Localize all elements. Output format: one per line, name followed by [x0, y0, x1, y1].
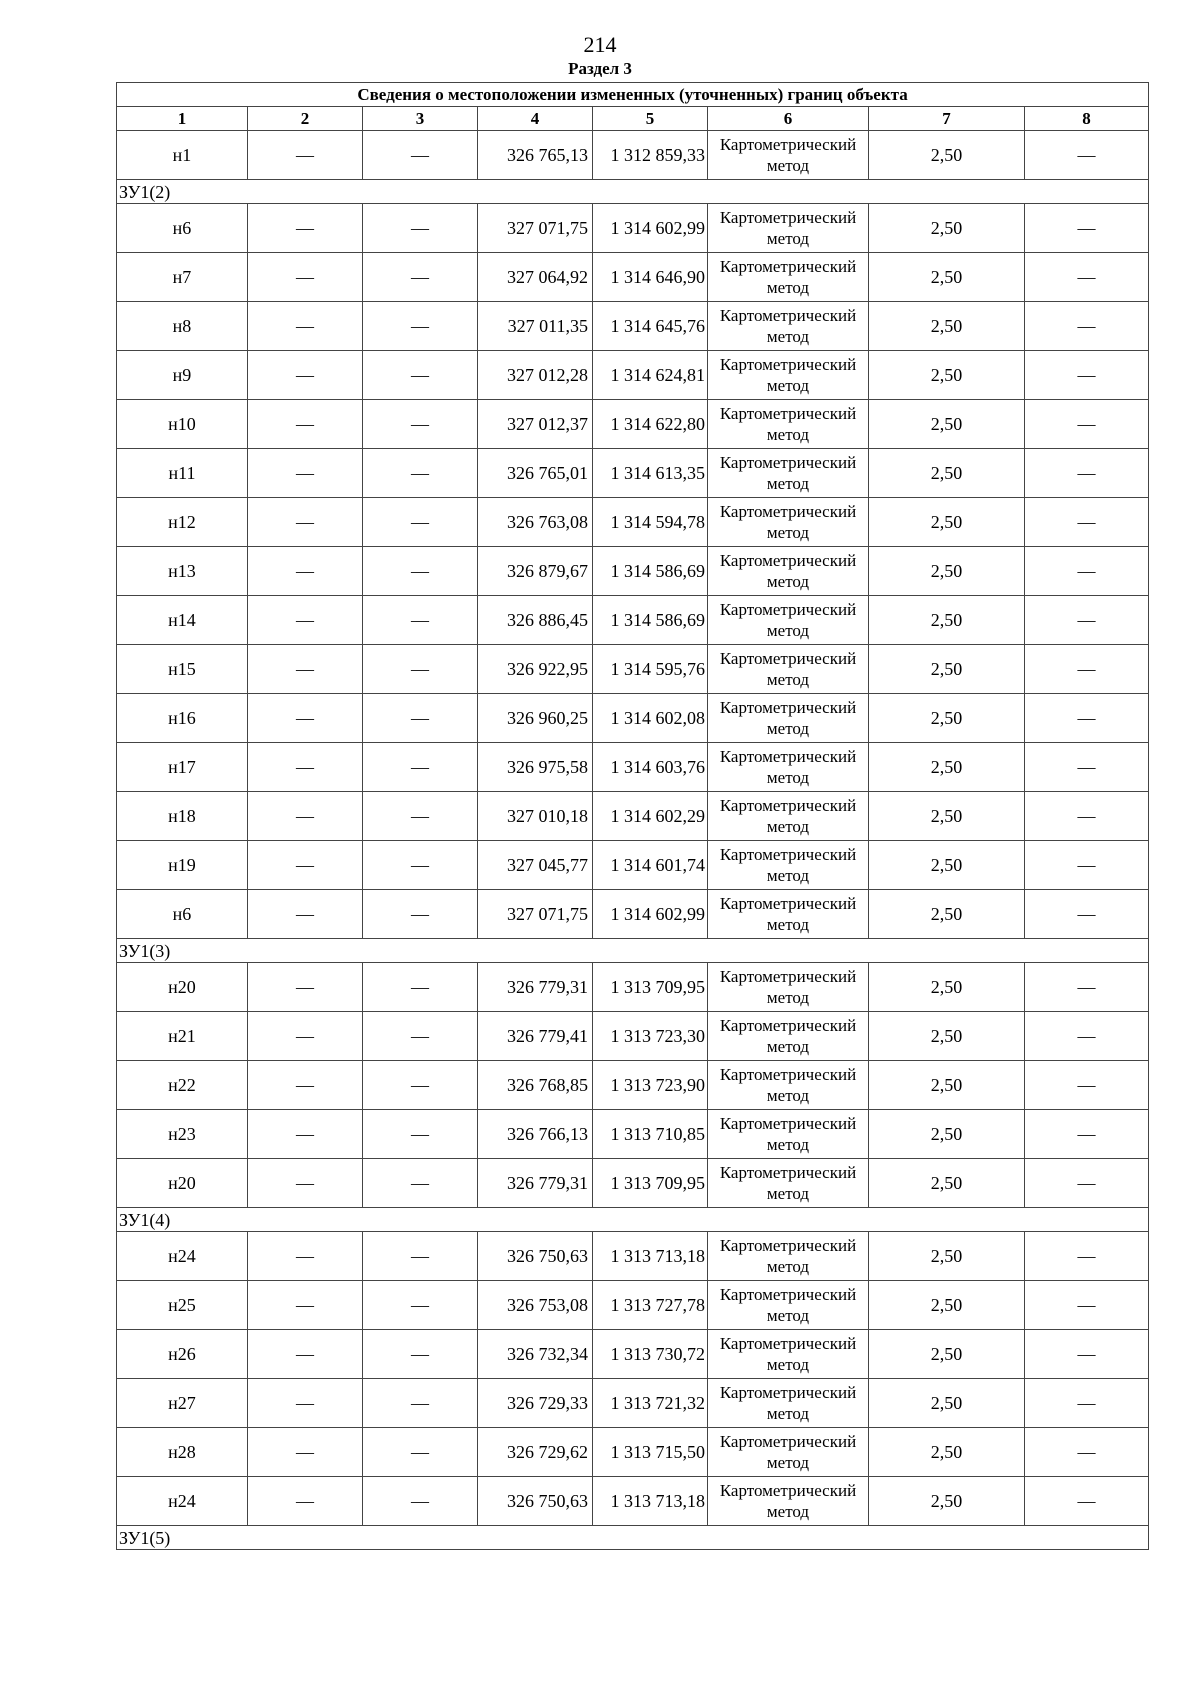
column-header: 7 — [869, 107, 1025, 131]
coordinate-y: 1 314 601,74 — [593, 841, 708, 890]
cell-col3: — — [363, 963, 478, 1012]
coordinate-x: 326 779,31 — [478, 963, 593, 1012]
point-id: н24 — [117, 1232, 248, 1281]
method: Картометрический метод — [708, 1232, 869, 1281]
cell-col8: — — [1025, 547, 1149, 596]
cell-col2: — — [248, 1477, 363, 1526]
point-id: н27 — [117, 1379, 248, 1428]
method: Картометрический метод — [708, 1379, 869, 1428]
coordinate-x: 327 011,35 — [478, 302, 593, 351]
method: Картометрический метод — [708, 841, 869, 890]
cell-col3: — — [363, 1159, 478, 1208]
cell-col3: — — [363, 1281, 478, 1330]
accuracy: 2,50 — [869, 253, 1025, 302]
coordinate-x: 326 753,08 — [478, 1281, 593, 1330]
cell-col2: — — [248, 645, 363, 694]
group-label: ЗУ1(4) — [117, 1208, 1149, 1232]
cell-col3: — — [363, 302, 478, 351]
coordinate-x: 326 729,62 — [478, 1428, 593, 1477]
point-id: н20 — [117, 963, 248, 1012]
table-row — [117, 1428, 1149, 1477]
table-row — [117, 743, 1149, 792]
cell-col2: — — [248, 1232, 363, 1281]
accuracy: 2,50 — [869, 547, 1025, 596]
coordinate-x: 326 922,95 — [478, 645, 593, 694]
accuracy: 2,50 — [869, 204, 1025, 253]
accuracy: 2,50 — [869, 400, 1025, 449]
point-id: н10 — [117, 400, 248, 449]
page-number: 214 — [583, 32, 617, 57]
table-row — [117, 1477, 1149, 1526]
cell-col3: — — [363, 1330, 478, 1379]
method: Картометрический метод — [708, 890, 869, 939]
coordinate-y: 1 313 730,72 — [593, 1330, 708, 1379]
cell-col2: — — [248, 963, 363, 1012]
method: Картометрический метод — [708, 302, 869, 351]
cell-col3: — — [363, 792, 478, 841]
coordinate-y: 1 313 715,50 — [593, 1428, 708, 1477]
point-id: н13 — [117, 547, 248, 596]
coordinate-y: 1 314 602,08 — [593, 694, 708, 743]
cell-col3: — — [363, 400, 478, 449]
table-row — [117, 1012, 1149, 1061]
point-id: н18 — [117, 792, 248, 841]
coordinate-y: 1 313 710,85 — [593, 1110, 708, 1159]
cell-col8: — — [1025, 449, 1149, 498]
table-caption: Сведения о местоположении измененных (уточненных) границ объекта — [117, 83, 1149, 107]
table-row — [117, 841, 1149, 890]
cell-col3: — — [363, 841, 478, 890]
method: Картометрический метод — [708, 449, 869, 498]
coordinate-x: 326 732,34 — [478, 1330, 593, 1379]
cell-col2: — — [248, 841, 363, 890]
coordinate-x: 327 010,18 — [478, 792, 593, 841]
cell-col3: — — [363, 1232, 478, 1281]
coordinate-x: 326 960,25 — [478, 694, 593, 743]
cell-col2: — — [248, 792, 363, 841]
cell-col8: — — [1025, 743, 1149, 792]
cell-col2: — — [248, 1379, 363, 1428]
cell-col3: — — [363, 1061, 478, 1110]
accuracy: 2,50 — [869, 645, 1025, 694]
method: Картометрический метод — [708, 400, 869, 449]
table-row — [117, 302, 1149, 351]
accuracy: 2,50 — [869, 131, 1025, 180]
cell-col8: — — [1025, 841, 1149, 890]
accuracy: 2,50 — [869, 351, 1025, 400]
cell-col2: — — [248, 204, 363, 253]
cell-col2: — — [248, 498, 363, 547]
cell-col2: — — [248, 449, 363, 498]
coordinate-x: 327 012,37 — [478, 400, 593, 449]
accuracy: 2,50 — [869, 963, 1025, 1012]
point-id: н8 — [117, 302, 248, 351]
cell-col8: — — [1025, 1110, 1149, 1159]
table-row — [117, 963, 1149, 1012]
accuracy: 2,50 — [869, 792, 1025, 841]
table-caption-row — [117, 83, 1149, 107]
coordinate-x: 326 750,63 — [478, 1477, 593, 1526]
coordinate-x: 327 071,75 — [478, 204, 593, 253]
point-id: н22 — [117, 1061, 248, 1110]
cell-col8: — — [1025, 1428, 1149, 1477]
coordinate-y: 1 313 723,30 — [593, 1012, 708, 1061]
cell-col8: — — [1025, 1232, 1149, 1281]
column-header: 5 — [593, 107, 708, 131]
column-header: 2 — [248, 107, 363, 131]
method: Картометрический метод — [708, 743, 869, 792]
table-row — [117, 596, 1149, 645]
cell-col2: — — [248, 1061, 363, 1110]
cell-col3: — — [363, 131, 478, 180]
group-row — [117, 939, 1149, 963]
accuracy: 2,50 — [869, 694, 1025, 743]
cell-col8: — — [1025, 1012, 1149, 1061]
table-row — [117, 1232, 1149, 1281]
method: Картометрический метод — [708, 131, 869, 180]
coordinate-x: 326 975,58 — [478, 743, 593, 792]
cell-col8: — — [1025, 963, 1149, 1012]
accuracy: 2,50 — [869, 743, 1025, 792]
coordinate-y: 1 313 709,95 — [593, 963, 708, 1012]
section-title: Раздел 3 — [568, 59, 632, 78]
coordinate-x: 326 779,31 — [478, 1159, 593, 1208]
cell-col8: — — [1025, 498, 1149, 547]
table-row — [117, 1061, 1149, 1110]
cell-col2: — — [248, 1428, 363, 1477]
point-id: н21 — [117, 1012, 248, 1061]
coordinate-y: 1 314 594,78 — [593, 498, 708, 547]
table-row — [117, 1330, 1149, 1379]
coordinate-y: 1 313 721,32 — [593, 1379, 708, 1428]
cell-col2: — — [248, 547, 363, 596]
accuracy: 2,50 — [869, 1159, 1025, 1208]
coordinate-y: 1 314 586,69 — [593, 596, 708, 645]
group-label: ЗУ1(2) — [117, 180, 1149, 204]
coordinate-x: 326 886,45 — [478, 596, 593, 645]
cell-col8: — — [1025, 302, 1149, 351]
column-header: 4 — [478, 107, 593, 131]
cell-col3: — — [363, 645, 478, 694]
coordinate-y: 1 314 595,76 — [593, 645, 708, 694]
coordinate-y: 1 314 622,80 — [593, 400, 708, 449]
table-row — [117, 131, 1149, 180]
point-id: н20 — [117, 1159, 248, 1208]
method: Картометрический метод — [708, 253, 869, 302]
coordinate-x: 327 071,75 — [478, 890, 593, 939]
table-row — [117, 1110, 1149, 1159]
table-row — [117, 498, 1149, 547]
coordinate-x: 327 045,77 — [478, 841, 593, 890]
cell-col2: — — [248, 1159, 363, 1208]
cell-col3: — — [363, 694, 478, 743]
table-body — [117, 83, 1149, 1550]
cell-col2: — — [248, 131, 363, 180]
coordinate-x: 326 750,63 — [478, 1232, 593, 1281]
coordinate-x: 326 729,33 — [478, 1379, 593, 1428]
method: Картометрический метод — [708, 1110, 869, 1159]
accuracy: 2,50 — [869, 1012, 1025, 1061]
method: Картометрический метод — [708, 351, 869, 400]
coordinate-y: 1 314 613,35 — [593, 449, 708, 498]
cell-col8: — — [1025, 1281, 1149, 1330]
cell-col8: — — [1025, 351, 1149, 400]
point-id: н9 — [117, 351, 248, 400]
table-row — [117, 351, 1149, 400]
cell-col2: — — [248, 890, 363, 939]
cell-col3: — — [363, 204, 478, 253]
coordinate-y: 1 314 586,69 — [593, 547, 708, 596]
point-id: н26 — [117, 1330, 248, 1379]
cell-col3: — — [363, 1012, 478, 1061]
cell-col8: — — [1025, 1159, 1149, 1208]
method: Картометрический метод — [708, 1281, 869, 1330]
coordinate-y: 1 314 603,76 — [593, 743, 708, 792]
point-id: н7 — [117, 253, 248, 302]
point-id: н19 — [117, 841, 248, 890]
table-row — [117, 1159, 1149, 1208]
coordinate-y: 1 313 727,78 — [593, 1281, 708, 1330]
column-header: 1 — [117, 107, 248, 131]
method: Картометрический метод — [708, 1012, 869, 1061]
accuracy: 2,50 — [869, 841, 1025, 890]
coordinate-x: 326 766,13 — [478, 1110, 593, 1159]
cell-col3: — — [363, 351, 478, 400]
point-id: н16 — [117, 694, 248, 743]
point-id: н24 — [117, 1477, 248, 1526]
cell-col8: — — [1025, 694, 1149, 743]
cell-col2: — — [248, 694, 363, 743]
column-header: 3 — [363, 107, 478, 131]
point-id: н11 — [117, 449, 248, 498]
cell-col8: — — [1025, 131, 1149, 180]
table-row — [117, 449, 1149, 498]
accuracy: 2,50 — [869, 302, 1025, 351]
cell-col2: — — [248, 743, 363, 792]
cell-col3: — — [363, 498, 478, 547]
method: Картометрический метод — [708, 963, 869, 1012]
cell-col8: — — [1025, 253, 1149, 302]
cell-col2: — — [248, 253, 363, 302]
coordinate-x: 326 763,08 — [478, 498, 593, 547]
table-row — [117, 547, 1149, 596]
point-id: н15 — [117, 645, 248, 694]
cell-col3: — — [363, 253, 478, 302]
cell-col2: — — [248, 596, 363, 645]
method: Картометрический метод — [708, 1428, 869, 1477]
method: Картометрический метод — [708, 1330, 869, 1379]
point-id: н6 — [117, 890, 248, 939]
accuracy: 2,50 — [869, 1330, 1025, 1379]
coordinate-y: 1 313 709,95 — [593, 1159, 708, 1208]
group-label: ЗУ1(3) — [117, 939, 1149, 963]
table-row — [117, 253, 1149, 302]
cell-col2: — — [248, 1330, 363, 1379]
table-row — [117, 645, 1149, 694]
table-row — [117, 792, 1149, 841]
column-header: 6 — [708, 107, 869, 131]
cell-col2: — — [248, 351, 363, 400]
point-id: н25 — [117, 1281, 248, 1330]
cell-col2: — — [248, 302, 363, 351]
method: Картометрический метод — [708, 792, 869, 841]
accuracy: 2,50 — [869, 1477, 1025, 1526]
coordinate-x: 326 768,85 — [478, 1061, 593, 1110]
coordinate-x: 327 064,92 — [478, 253, 593, 302]
coordinate-y: 1 314 602,29 — [593, 792, 708, 841]
coordinate-y: 1 313 713,18 — [593, 1232, 708, 1281]
method: Картометрический метод — [708, 1159, 869, 1208]
cell-col8: — — [1025, 400, 1149, 449]
cell-col8: — — [1025, 1061, 1149, 1110]
group-row — [117, 1526, 1149, 1550]
accuracy: 2,50 — [869, 1110, 1025, 1159]
point-id: н23 — [117, 1110, 248, 1159]
table-row — [117, 694, 1149, 743]
cell-col8: — — [1025, 645, 1149, 694]
method: Картометрический метод — [708, 547, 869, 596]
cell-col3: — — [363, 596, 478, 645]
cell-col3: — — [363, 1428, 478, 1477]
cell-col2: — — [248, 1012, 363, 1061]
coordinate-y: 1 314 602,99 — [593, 204, 708, 253]
group-label: ЗУ1(5) — [117, 1526, 1149, 1550]
method: Картометрический метод — [708, 1477, 869, 1526]
method: Картометрический метод — [708, 1061, 869, 1110]
cell-col2: — — [248, 1110, 363, 1159]
cell-col2: — — [248, 1281, 363, 1330]
cell-col8: — — [1025, 596, 1149, 645]
cell-col8: — — [1025, 1379, 1149, 1428]
coordinate-y: 1 313 723,90 — [593, 1061, 708, 1110]
coordinate-x: 326 765,01 — [478, 449, 593, 498]
accuracy: 2,50 — [869, 1232, 1025, 1281]
cell-col8: — — [1025, 890, 1149, 939]
cell-col3: — — [363, 449, 478, 498]
method: Картометрический метод — [708, 498, 869, 547]
accuracy: 2,50 — [869, 498, 1025, 547]
table-row — [117, 1379, 1149, 1428]
cell-col8: — — [1025, 1330, 1149, 1379]
table-row — [117, 1281, 1149, 1330]
table-row — [117, 890, 1149, 939]
method: Картометрический метод — [708, 596, 869, 645]
table-header-row — [117, 107, 1149, 131]
cell-col3: — — [363, 1477, 478, 1526]
cell-col3: — — [363, 890, 478, 939]
column-header: 8 — [1025, 107, 1149, 131]
cell-col3: — — [363, 1379, 478, 1428]
coordinate-y: 1 314 602,99 — [593, 890, 708, 939]
accuracy: 2,50 — [869, 1281, 1025, 1330]
accuracy: 2,50 — [869, 596, 1025, 645]
point-id: н6 — [117, 204, 248, 253]
method: Картометрический метод — [708, 645, 869, 694]
point-id: н12 — [117, 498, 248, 547]
cell-col8: — — [1025, 204, 1149, 253]
cell-col2: — — [248, 400, 363, 449]
coordinate-y: 1 314 645,76 — [593, 302, 708, 351]
coordinate-x: 327 012,28 — [478, 351, 593, 400]
point-id: н17 — [117, 743, 248, 792]
accuracy: 2,50 — [869, 449, 1025, 498]
accuracy: 2,50 — [869, 890, 1025, 939]
table-row — [117, 400, 1149, 449]
coordinate-y: 1 312 859,33 — [593, 131, 708, 180]
group-row — [117, 1208, 1149, 1232]
table-row — [117, 204, 1149, 253]
accuracy: 2,50 — [869, 1061, 1025, 1110]
cell-col3: — — [363, 547, 478, 596]
method: Картометрический метод — [708, 694, 869, 743]
accuracy: 2,50 — [869, 1428, 1025, 1477]
cell-col8: — — [1025, 792, 1149, 841]
coordinate-y: 1 314 624,81 — [593, 351, 708, 400]
cell-col8: — — [1025, 1477, 1149, 1526]
point-id: н28 — [117, 1428, 248, 1477]
cell-col3: — — [363, 1110, 478, 1159]
coordinate-y: 1 314 646,90 — [593, 253, 708, 302]
coordinate-x: 326 765,13 — [478, 131, 593, 180]
cell-col3: — — [363, 743, 478, 792]
group-row — [117, 180, 1149, 204]
coordinate-x: 326 879,67 — [478, 547, 593, 596]
boundary-table — [116, 82, 1149, 1550]
coordinate-y: 1 313 713,18 — [593, 1477, 708, 1526]
point-id: н1 — [117, 131, 248, 180]
accuracy: 2,50 — [869, 1379, 1025, 1428]
point-id: н14 — [117, 596, 248, 645]
coordinate-x: 326 779,41 — [478, 1012, 593, 1061]
method: Картометрический метод — [708, 204, 869, 253]
